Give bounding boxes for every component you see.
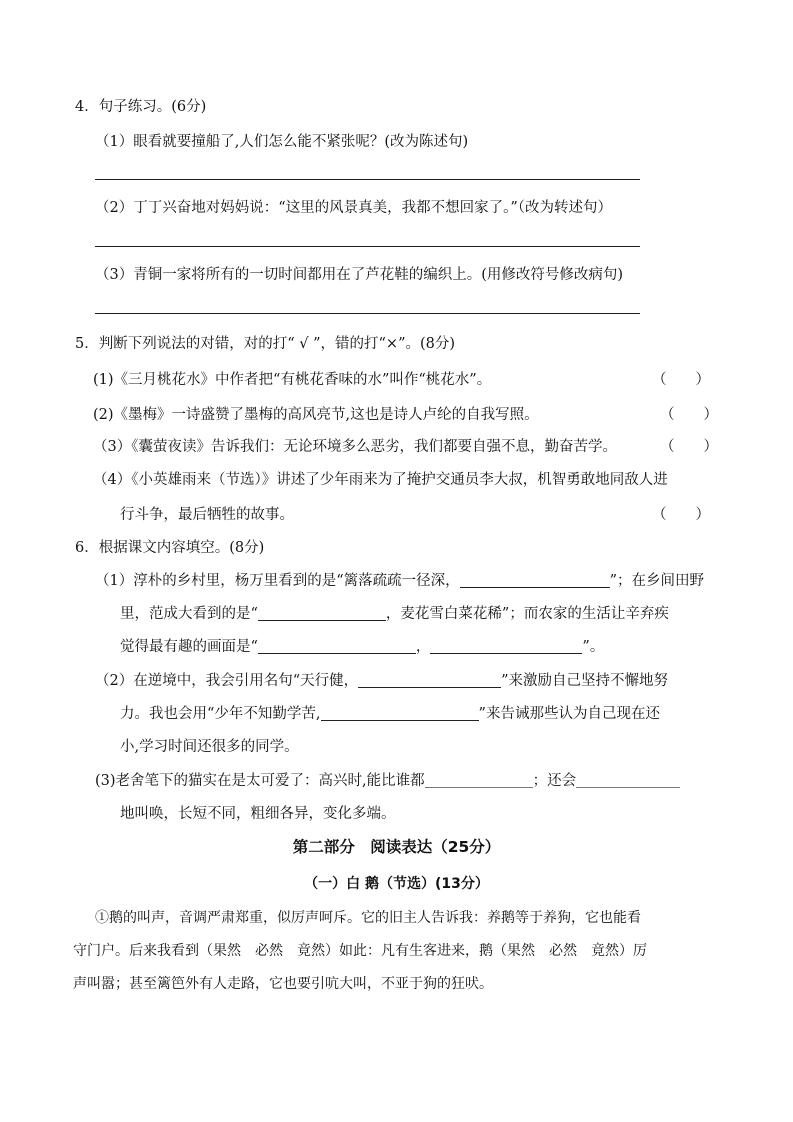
q6-s3-line1 [95,771,680,791]
answer-line[interactable] [95,179,640,180]
q6-text: （2）在逆境中，我会引用名句“天行健， [95,673,359,689]
passage-line-3: 声叫嚣；甚至篱笆外有人走路，它也要引吭大叫，不亚于狗的狂吠。 [73,976,493,992]
q6-s2-line2 [120,704,660,724]
q4-title: 4．句子练习。(6分) [75,99,207,115]
fill-blank[interactable] [576,771,680,788]
q6-text: ”来告诫那些认为自己现在还 [478,706,660,722]
q6-s2-line3: 小,学习时间还很多的同学。 [120,739,299,755]
q6-s1-line3 [120,637,604,657]
q6-s3-line2: 地叫唤，长短不同，粗细各异，变化多端。 [120,806,396,822]
fill-blank[interactable] [425,771,533,788]
q5-item-1: (1)《三月桃花水》中作者把“有桃花香味的水”叫作“桃花水”。 [93,372,492,388]
answer-paren[interactable]: （ ） [660,439,718,455]
fill-blank[interactable] [321,704,479,721]
q4-item-2: （2）丁丁兴奋地对妈妈说：“这里的风景真美，我都不想回家了。”（改为转述句） [95,200,613,216]
q5-item-4: （4）《小英雄雨来（节选）》讲述了少年雨来为了掩护交通员李大叔，机智勇敢地同敌人进 [93,472,668,488]
q6-text: 力。我也会用“少年不知勤学苦, [120,706,321,722]
q5-item-3: （3）《囊萤夜读》告诉我们：无论环境多么恶劣，我们都要自强不息，勤奋苦学。 [93,439,617,455]
answer-paren[interactable]: （ ） [652,507,710,523]
q6-title: 6．根据课文内容填空。(8分) [75,540,265,556]
q6-text: ， [415,639,431,655]
fill-blank[interactable] [358,671,501,688]
answer-paren[interactable]: （ ） [652,372,710,388]
fill-blank[interactable] [430,637,582,654]
q5-item-4-cont: 行斗争，最后牺牲的故事。 [120,507,294,523]
passage-line-2: 守门户。后来我看到（果然 必然 竟然）如此：凡有生客进来，鹅（果然 必然 竟然）厉 [73,943,647,959]
q6-text: ；还会 [532,773,577,789]
q6-text: ，麦花雪白菜花稀”；而农家的生活让辛弃疾 [385,606,669,622]
q6-text: 里，范成大看到的是“ [120,606,258,622]
q4-item-1: （1）眼看就要撞船了,人们怎么能不紧张呢？(改为陈述句) [95,134,469,150]
q6-text: ”来激励自己坚持不懈地努 [501,673,669,689]
answer-line[interactable] [95,313,640,314]
q6-text: ”；在乡间田野 [609,573,705,589]
q6-text: ”。 [582,639,605,655]
q6-s1-line1 [95,571,704,591]
q6-text: （1）淳朴的乡村里，杨万里看到的是“篱落疏疏一径深， [95,573,460,589]
passage-title: （一）白 鹅（节选）(13分） [304,876,489,892]
answer-line[interactable] [95,246,640,247]
part2-title: 第二部分 阅读表达（25分） [292,838,501,856]
fill-blank[interactable] [460,571,610,588]
q6-text: 觉得最有趣的画面是“ [120,639,258,655]
answer-paren[interactable]: （ ） [660,407,718,423]
q6-s1-line2 [120,604,669,624]
q6-text: (3)老舍笔下的猫实在是太可爱了：高兴时,能比谁都 [95,773,425,789]
q5-title: 5．判断下列说法的对错，对的打“ √ ”，错的打“×”。(8分) [75,336,456,352]
q6-s2-line1 [95,671,668,691]
q4-item-3: （3）青铜一家将所有的一切时间都用在了芦花鞋的编织上。(用修改符号修改病句) [95,267,624,283]
passage-line-1: ①鹅的叫声，音调严肃郑重，似厉声呵斥。它的旧主人告诉我：养鹅等于养狗，它也能看 [95,910,641,926]
fill-blank[interactable] [258,604,386,621]
q5-item-2: (2)《墨梅》一诗盛赞了墨梅的高风亮节,这也是诗人卢纶的自我写照。 [93,407,539,423]
fill-blank[interactable] [258,637,416,654]
